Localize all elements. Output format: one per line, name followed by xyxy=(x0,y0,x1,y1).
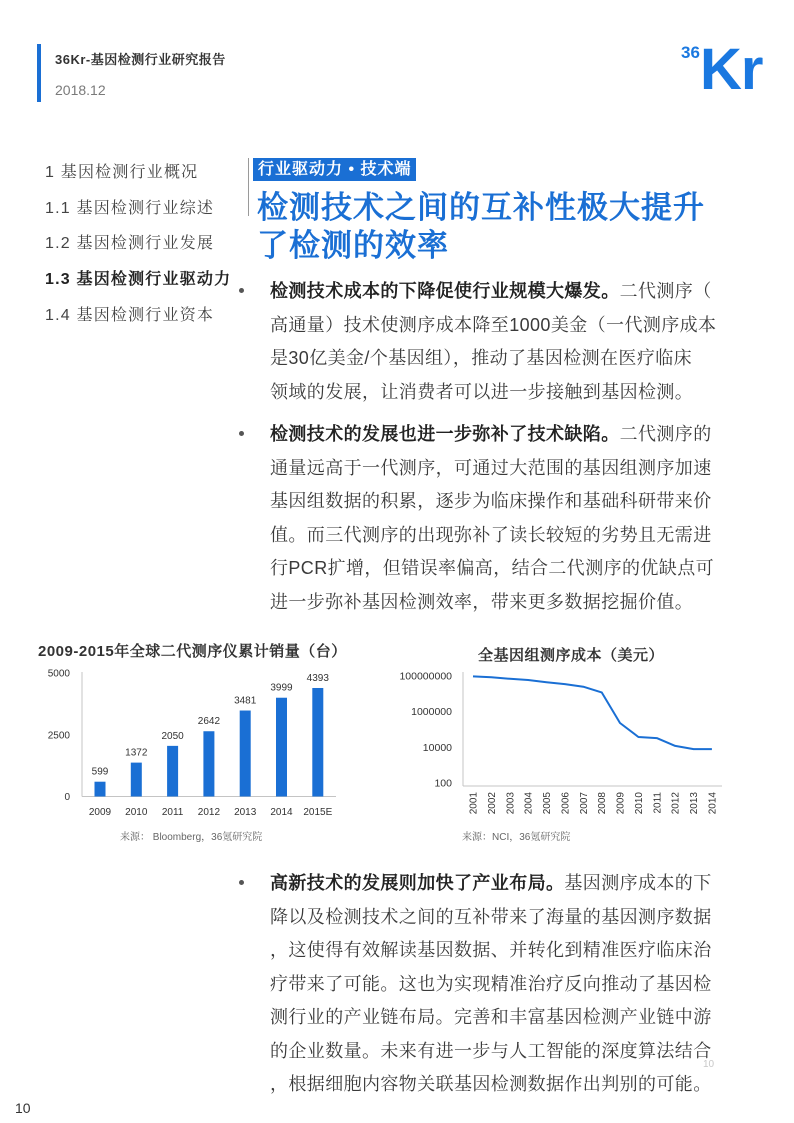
page-title-line: 检测技术之间的互补性极大提升 xyxy=(257,190,705,225)
bullet-line: 是30亿美金/个基因组），推动了基因检测在医疗临床 xyxy=(270,348,693,368)
bullet-line: 降以及检测技术之间的互补带来了海量的基因测序数据 xyxy=(270,906,712,927)
bar-value-label: 4393 xyxy=(306,672,329,684)
x-tick-label: 2012 xyxy=(670,792,682,815)
x-tick-label: 2006 xyxy=(560,792,572,815)
x-tick-label: 2014 xyxy=(270,807,293,818)
y-tick-label: 10000 xyxy=(422,741,452,754)
x-tick-label: 2008 xyxy=(597,792,609,815)
toc-item-overview[interactable]: 1 基因检测行业概况 xyxy=(45,164,199,181)
x-tick-label: 2005 xyxy=(542,792,554,815)
bullet-marker xyxy=(239,880,244,885)
y-tick-label: 1000000 xyxy=(411,706,452,719)
bar-value-label: 2050 xyxy=(161,730,184,742)
bullet-item xyxy=(270,867,730,1102)
x-tick-label: 2012 xyxy=(197,807,221,818)
chart-title: 2009-2015年全球二代测序仪累计销量（台） xyxy=(38,643,347,660)
y-tick-label: 0 xyxy=(64,792,70,803)
bullet-line: 进一步弥补基因检测效率，带来更多数据挖掘价值。 xyxy=(270,591,694,612)
y-tick-label: 100000000 xyxy=(399,670,452,683)
sequencer-sales-bar-chart xyxy=(30,660,350,825)
x-tick-label: 2014 xyxy=(707,792,719,815)
toc-item-development[interactable]: 1.2 基因检测行业发展 xyxy=(45,235,215,253)
header-accent-bar xyxy=(37,44,41,102)
bullet-text: 基因测序成本的下 xyxy=(564,873,712,893)
bullet-line: 行PCR扩增，但错误率偏高，结合二代测序的优缺点可 xyxy=(270,558,715,578)
y-tick-label: 5000 xyxy=(47,668,70,680)
section-divider xyxy=(248,158,249,216)
bar-2012 xyxy=(203,731,214,796)
bullet-lead: 高新技术的发展则加快了产业布局。 xyxy=(270,873,565,893)
x-tick-label: 2002 xyxy=(486,792,498,815)
page-title-line: 了检测的效率 xyxy=(257,228,449,263)
report-date: 2018.12 xyxy=(55,82,106,98)
bullet-line xyxy=(270,418,730,452)
bar-2014 xyxy=(276,698,287,797)
toc-item-summary[interactable]: 1.1 基因检测行业综述 xyxy=(45,199,215,217)
bullet-text: 二代测序的 xyxy=(619,424,712,444)
bullet-line: 的企业数量。未来有进一步与人工智能的深度算法结合 xyxy=(270,1040,712,1061)
y-tick-label: 2500 xyxy=(47,730,70,742)
report-title: 36Kr-基因检测行业研究报告 xyxy=(55,52,226,67)
x-tick-label: 2004 xyxy=(523,792,535,815)
bullet-marker xyxy=(239,288,244,293)
bullet-lead: 检测技术的发展也进一步弥补了技术缺陷。 xyxy=(270,424,620,444)
bullet-line: ，这使得有效解读基因数据、并转化到精准医疗临床治 xyxy=(270,940,712,960)
x-tick-label: 2011 xyxy=(161,807,184,818)
x-tick-label: 2007 xyxy=(578,792,590,815)
bullet-line: 高通量）技术使测序成本降至1000美金（一代测序成本 xyxy=(270,314,717,335)
bullet-line: 值。而三代测序的出现弥补了读长较短的劣势且无需进 xyxy=(270,524,712,545)
x-tick-label: 2001 xyxy=(468,792,480,815)
page-number: 10 xyxy=(15,1100,31,1116)
logo-kr: Kr xyxy=(700,37,763,102)
bullet-item xyxy=(270,275,730,409)
chart-title: 全基因组测序成本（美元） xyxy=(478,647,665,664)
bullet-lead: 检测技术成本的下降促使行业规模大爆发。 xyxy=(270,281,620,301)
toc-nav xyxy=(45,155,231,333)
bullet-line: 基因组数据的积累，逐步为临床操作和基础科研带来价 xyxy=(270,491,712,511)
bullet-marker xyxy=(239,431,244,436)
bar-2015E xyxy=(312,688,323,797)
chart-source: 来源：NCI，36氪研究院 xyxy=(462,832,571,843)
x-tick-label: 2009 xyxy=(615,792,627,815)
watermark-page-number: 10 xyxy=(703,1059,715,1070)
series-line-cost xyxy=(473,676,712,749)
bar-2010 xyxy=(131,763,142,797)
x-tick-label: 2010 xyxy=(633,792,645,815)
toc-item-drivers[interactable]: 1.3 基因检测行业驱动力 xyxy=(45,271,232,289)
genome-cost-line-chart xyxy=(380,660,740,830)
x-tick-label: 2010 xyxy=(125,807,148,818)
chart-source: 来源： Bloomberg，36氪研究院 xyxy=(120,832,263,843)
bar-2009 xyxy=(95,782,106,797)
x-tick-label: 2015E xyxy=(303,807,333,818)
toc-item-capital[interactable]: 1.4 基因检测行业资本 xyxy=(45,306,215,324)
bar-value-label: 1372 xyxy=(125,747,148,759)
y-tick-label: 100 xyxy=(434,777,452,790)
bar-value-label: 3481 xyxy=(234,695,257,707)
bar-2013 xyxy=(240,711,251,797)
bullet-line: 领域的发展，让消费者可以进一步接触到基因检测。 xyxy=(270,381,694,402)
x-tick-label: 2009 xyxy=(88,807,112,818)
bar-value-label: 599 xyxy=(91,766,109,778)
bar-value-label: 3999 xyxy=(270,682,293,694)
bar-value-label: 2642 xyxy=(197,716,221,728)
bullet-line: 通量远高于一代测序，可通过大范围的基因组测序加速 xyxy=(270,457,712,478)
bar-2011 xyxy=(167,746,178,797)
bullet-line xyxy=(270,867,730,901)
bullet-line xyxy=(270,275,730,309)
bullet-line: ，根据细胞内容物关联基因检测数据作出判别的可能。 xyxy=(270,1074,712,1094)
x-tick-label: 2013 xyxy=(234,807,257,818)
page-title xyxy=(257,189,705,265)
logo-36: 36 xyxy=(681,43,700,62)
x-tick-label: 2013 xyxy=(689,792,701,815)
section-tag: 行业驱动力 • 技术端 xyxy=(253,158,416,181)
bullet-text: 二代测序（ xyxy=(619,281,712,301)
bullet-line: 测行业的产业链布局。完善和丰富基因检测产业链中游 xyxy=(270,1007,712,1027)
bullet-item xyxy=(270,418,730,619)
x-tick-label: 2003 xyxy=(505,792,517,815)
x-tick-label: 2011 xyxy=(652,792,664,814)
bullet-line: 疗带来了可能。这也为实现精准治疗反向推动了基因检 xyxy=(270,973,712,994)
